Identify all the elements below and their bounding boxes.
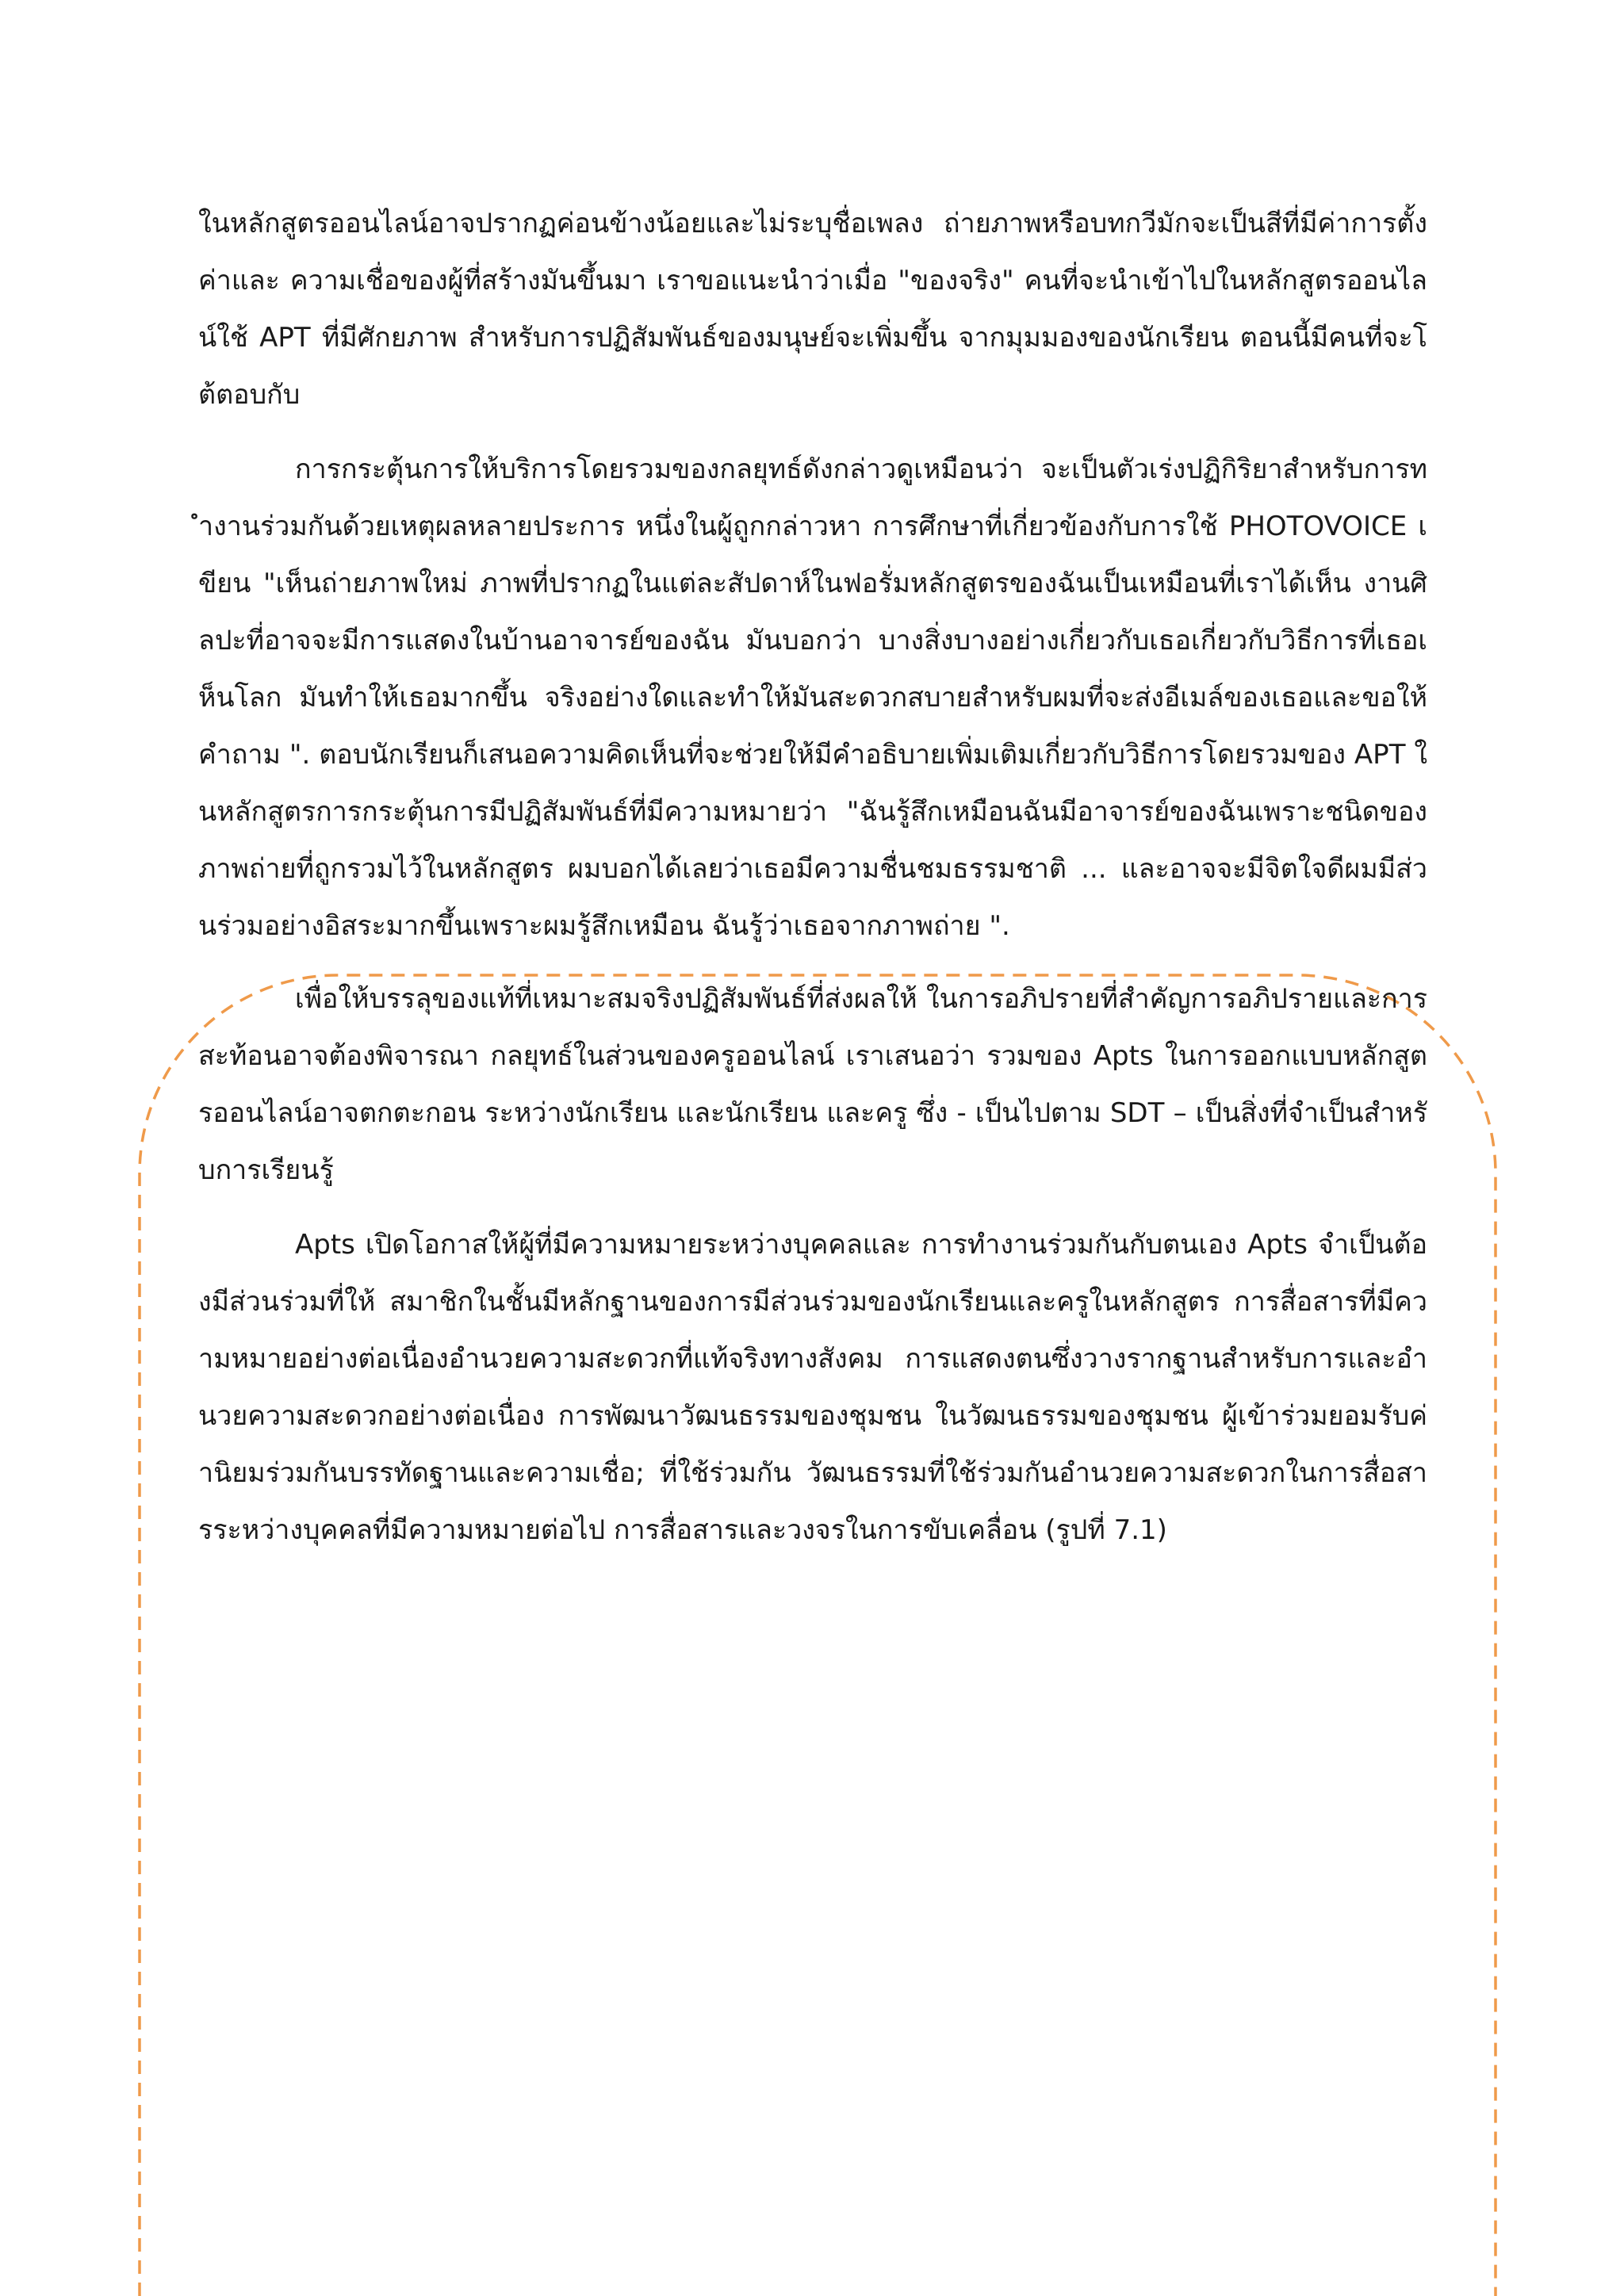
paragraph-1: ในหลักสูตรออนไลน์อาจปรากฏค่อนข้างน้อยและไม่ระบุชื่อเพลง ถ่ายภาพหรือบทกวีมักจะเป็นสีที่มีค่าการตั้งค่าและ ความเชื่อของผู้ที่สร้างมันขึ้นมา เราขอแนะนำว่าเมื่อ "ของจริง" คนที่จะนำเข้าไปในหลักสูตรออนไลน์ใช้ APT ที่มีศักยภาพ สำหรับการปฏิสัมพันธ์ของมนุษย์จะเพิ่มขึ้น จากมุมมองของนักเรียน ตอนนี้มีคนที่จะโต้ตอบกับ bbox=[198, 208, 1427, 411]
paragraph-3: เพื่อให้บรรลุของแท้ที่เหมาะสมจริงปฏิสัมพันธ์ที่ส่งผลให้ ในการอภิปรายที่สำคัญการอภิปรายและการสะท้อนอาจต้องพิจารณา กลยุทธ์ในส่วนของครูออนไลน์ เราเสนอว่า รวมของ Apts ในการออกแบบหลักสูตรออนไลน์อาจตกตะกอน ระหว่างนักเรียน และนักเรียน และครู ซึ่ง - เป็นไปตาม SDT – เป็นสิ่งที่จำเป็นสำหรับการเรียนรู้ bbox=[198, 983, 1427, 1186]
paragraph-2: การกระตุ้นการให้บริการโดยรวมของกลยุทธ์ดังกล่าวดูเหมือนว่า จะเป็นตัวเร่งปฏิกิริยาสำหรับการทำงานร่วมกันด้วยเหตุผลหลายประการ หนึ่งในผู้ถูกกล่าวหา การศึกษาที่เกี่ยวข้องกับการใช้ PHOTOVOICE เขียน "เห็นถ่ายภาพใหม่ ภาพที่ปรากฏในแต่ละสัปดาห์ในฟอรั่มหลักสูตรของฉันเป็นเหมือนที่เราได้เห็น งานศิลปะที่อาจจะมีการแสดงในบ้านอาจารย์ของฉัน มันบอกว่า บางสิ่งบางอย่างเกี่ยวกับเธอเกี่ยวกับวิธีการที่เธอเห็นโลก มันทำให้เธอมากขึ้น จริงอย่างใดและทำให้มันสะดวกสบายสำหรับผมที่จะส่งอีเมล์ของเธอและขอให้คำถาม ". ตอบนักเรียนก็เสนอความคิดเห็นที่จะช่วยให้มีคำอธิบายเพิ่มเติมเกี่ยวกับวิธีการโดยรวมของ APT ในหลักสูตรการกระตุ้นการมีปฏิสัมพันธ์ที่มีความหมายว่า "ฉันรู้สึกเหมือนฉันมีอาจารย์ของฉันเพราะชนิดของภาพถ่ายที่ถูกรวมไว้ในหลักสูตร ผมบอกได้เลยว่าเธอมีความชื่นชมธรรมชาติ ... และอาจจะมีจิตใจดีผมมีส่วนร่วมอย่างอิสระมากขึ้นเพราะผมรู้สึกเหมือน ฉันรู้ว่าเธอจากภาพถ่าย ". bbox=[198, 453, 1427, 942]
document-body bbox=[198, 195, 1427, 1559]
paragraph-4: Apts เปิดโอกาสให้ผู้ที่มีความหมายระหว่างบุคคลและ การทำงานร่วมกันกับตนเอง Apts จำเป็นต้องมีส่วนร่วมที่ให้ สมาชิกในชั้นมีหลักฐานของการมีส่วนร่วมของนักเรียนและครูในหลักสูตร การสื่อสารที่มีความหมายอย่างต่อเนื่องอำนวยความสะดวกที่แท้จริงทางสังคม การแสดงตนซึ่งวางรากฐานสำหรับการและอำนวยความสะดวกอย่างต่อเนื่อง การพัฒนาวัฒนธรรมของชุมชน ในวัฒนธรรมของชุมชน ผู้เข้าร่วมยอมรับค่านิยมร่วมกันบรรทัดฐานและความเชื่อ; ที่ใช้ร่วมกัน วัฒนธรรมที่ใช้ร่วมกันอำนวยความสะดวกในการสื่อสารระหว่างบุคคลที่มีความหมายต่อไป การสื่อสารและวงจรในการขับเคลื่อน (รูปที่ 7.1) bbox=[198, 1229, 1427, 1546]
